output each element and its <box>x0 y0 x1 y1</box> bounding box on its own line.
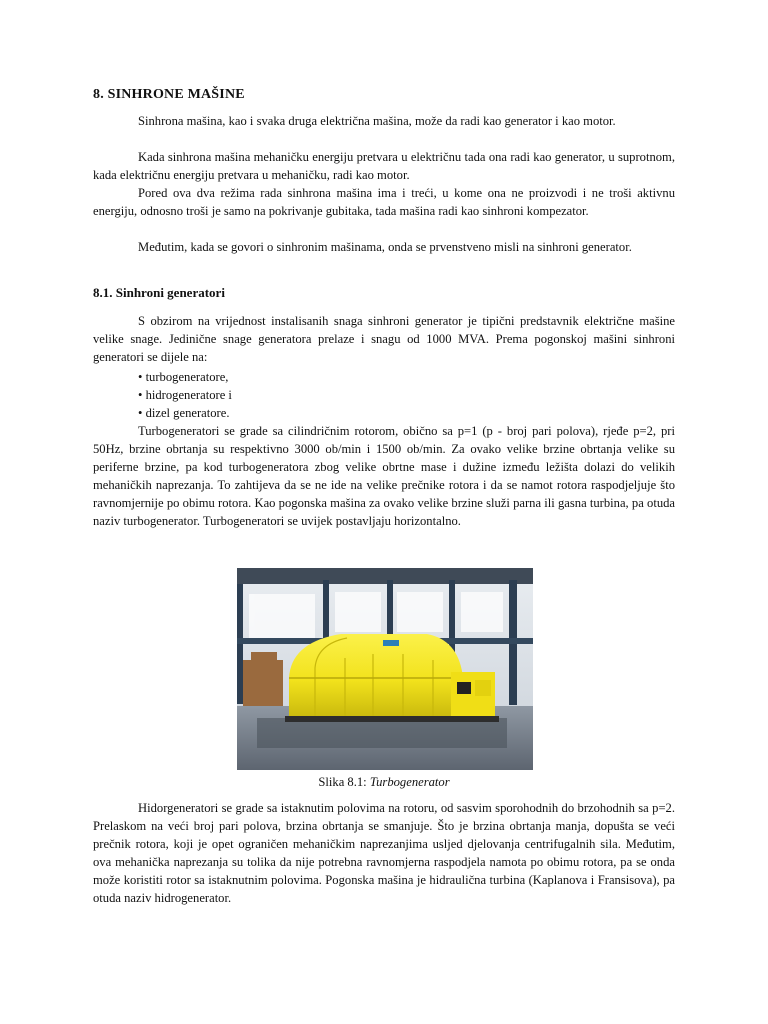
generator-type-list <box>138 368 232 422</box>
section-paragraph-1: S obzirom na vrijednost instalisanih snaga sinhroni generator je tipični predstavnik električne mašine velike snage. Jedinične snage generatora prelaze i snagu od 1000 MVA. Prema pogonskoj mašini sinhroni generatori se dijele na: <box>93 314 675 364</box>
intro-paragraph-1: Sinhrona mašina, kao i svaka druga električna mašina, može da radi kao generator i kao motor. <box>138 114 616 128</box>
intro-paragraph-4: Međutim, kada se govori o sinhronim mašinama, onda se prvenstveno misli na sinhroni generator. <box>138 240 632 254</box>
section-paragraph-3: Hidorgeneratori se grade sa istaknutim polovima na rotoru, od sasvim sporohodnih do brzohodnih sa p=2. Prelaskom na veći broj pari polova, brzina obrtanja se smanjuje. Što je brzina obrtanja manja, dopušta se veći prečnik rotora, koji je opet ograničen mehaničkim naprezanjima usljed djelovanja centrifugalnih sila. Međutim, ova mehanička naprezanja su tolika da nije potrebna ravnomjerna raspodjela namota po obimu rotora, pa se onda može koristiti rotor sa istaknutnim polovima. Pogonska mašina je hidraulična turbina (Kaplanova i Fransisova), pa otuda naziv hidrogenerator. <box>93 801 675 905</box>
turbogenerator-photo <box>237 568 533 770</box>
intro-paragraph-3: Pored ova dva režima rada sinhrona mašina ima i treći, u kome ona ne proizvodi i ne troši aktivnu energiju, odnosno troši je samo na pokrivanje gubitaka, tada mašina radi kao sinhroni kompezator. <box>93 186 675 218</box>
caption-title: Turbogenerator <box>369 775 450 789</box>
list-item: • hidrogeneratore i <box>138 386 232 404</box>
figure-caption <box>0 773 768 791</box>
list-item: • dizel generatore. <box>138 404 232 422</box>
list-item: • turbogeneratore, <box>138 368 232 386</box>
section-paragraph-2: Turbogeneratori se grade sa cilindričnim rotorom, obično sa p=1 (p - broj pari polova), rjeđe p=2, pri 50Hz, brzine obrtanja su respektivno 3000 ob/min i 1500 ob/min. Za ovako velike brzine obrtanja velike su periferne brzine, pa kod turbogeneratora zbog velike obrtne mase i dužine između ležišta dolazi do velikih mehaničkih naprezanja. To zahtijeva da se ne ide na velike prečnike rotora i da se namot rotora raspodjeljuje što ravnomjernije po obimu rotora. Kao pogonska mašina za ovako velike brzine služi parna ili gasna turbina, pa otuda naziv turbogenerator. Turbogeneratori se uvijek postavljaju horizontalno. <box>93 424 675 528</box>
chapter-heading: 8. SINHRONE MAŠINE <box>93 87 245 102</box>
section-heading: 8.1. Sinhroni generatori <box>93 285 225 300</box>
caption-prefix: Slika 8.1: <box>318 775 370 789</box>
intro-paragraph-2: Kada sinhrona mašina mehaničku energiju pretvara u električnu tada ona radi kao generator, u suprotnom, kada električnu energiju pretvara u mehaničku, radi kao motor. <box>93 150 675 182</box>
